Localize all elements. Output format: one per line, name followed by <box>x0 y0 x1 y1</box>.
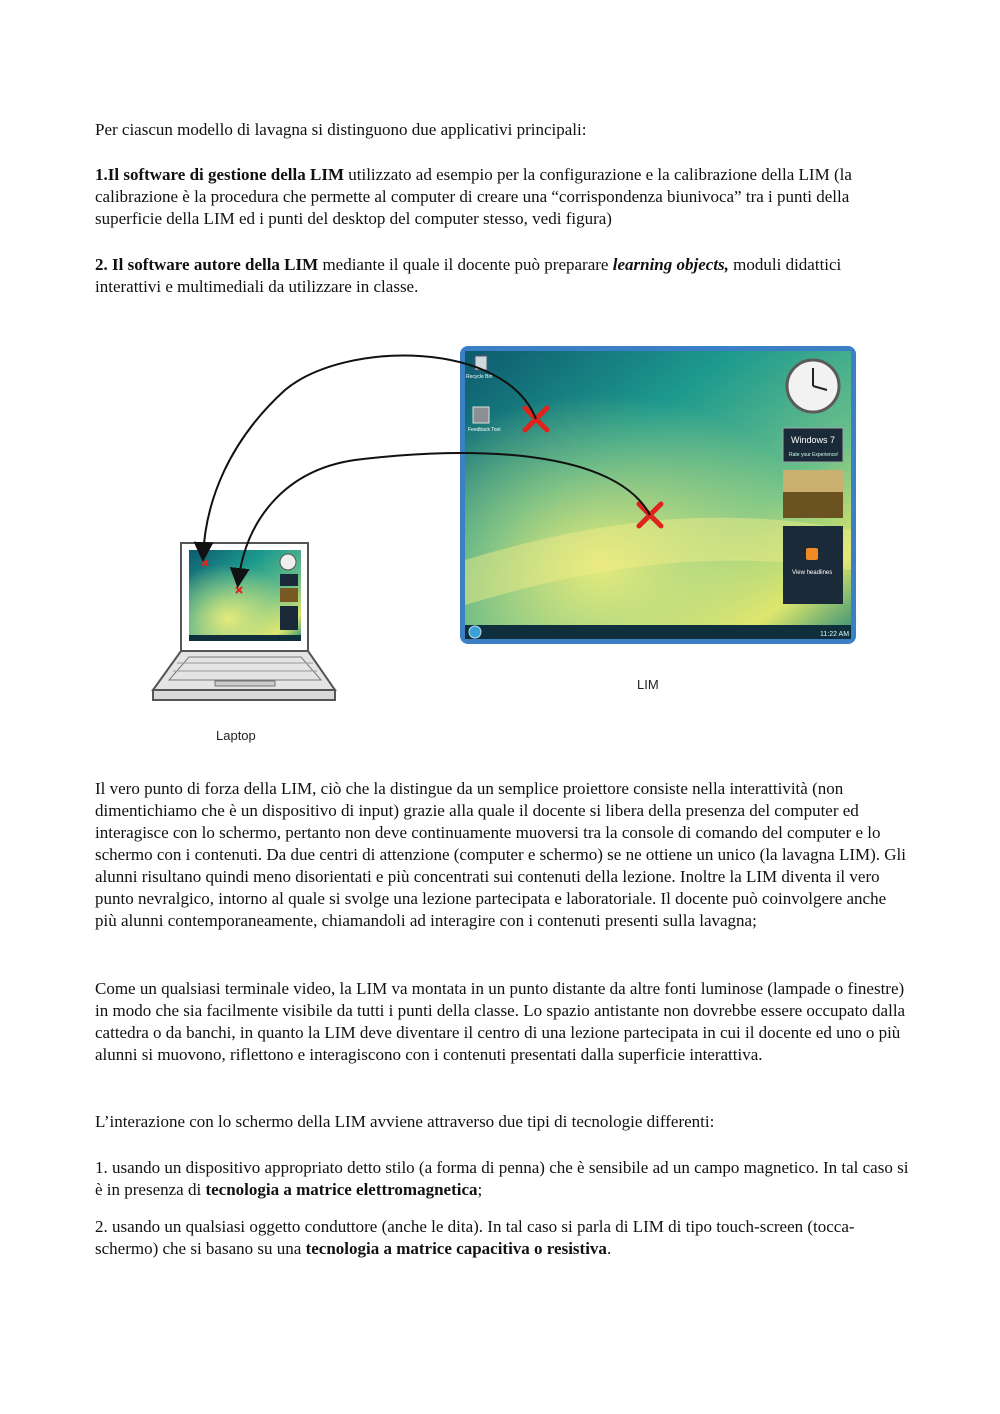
item1-paragraph <box>95 164 910 230</box>
laptop <box>153 543 335 700</box>
forza-paragraph: Il vero punto di forza della LIM, ciò che la distingue da un semplice proiettore consiste nella interattività (non dimentichiamo che è un dispositivo di input) grazie alla quale il docente si libera della presenza del computer ed interagisce con lo schermo, pertanto non deve continuamente muoversi tra la console di comando del computer e lo schermo con i contenuti. Da due centri di attenzione (computer e schermo) se ne ottiene un unico (la lavagna LIM). Gli alunni risultano quindi meno disorientati e più concentrati sui contenuti della lezione. Inoltre la LIM diventa il vero punto nevralgico, intorno al quale si svolge una lezione partecipata e laboratoriale. Il docente può coinvolgere anche più alunni contemporaneamente, chiamandoli ad interagire con i contenuti presenti sulla lavagna; <box>95 779 906 930</box>
intro-paragraph: Per ciascun modello di lavagna si distinguono due applicativi principali: <box>95 120 587 139</box>
feedback-tool-label: Feedback Tool <box>468 427 501 433</box>
tech2-text: 2. usando un qualsiasi oggetto conduttore (anche le dita). In tal caso si parla di LIM di tipo touch-screen (tocca-schermo) che si basano su una <box>95 1217 855 1258</box>
lim-board <box>460 346 856 644</box>
recycle-bin-label: Recycle Bin <box>466 374 493 380</box>
terminale-paragraph: Come un qualsiasi terminale video, la LIM va montata in un punto distante da altre fonti luminose (lampade o finestre) in modo che sia facilmente visibile da tutti i punti della classe. Lo spazio antistante non dovrebbe essere occupato dalla cattedra o da banchi, in quanto la LIM deve diventare il centro di una lezione partecipata in cui il docente ed uno o più alunni si muovono, riflettono e interagiscono con i contenuti presentati dalla superficie interattiva. <box>95 979 906 1064</box>
feed-gadget <box>783 526 843 604</box>
item2-text-b: moduli didattici interattivi e multimediali da utilizzare in classe. <box>95 255 842 296</box>
tech2-term: tecnologia a matrice capacitiva o resistiva <box>305 1239 607 1258</box>
feedback-tool-icon <box>473 407 489 423</box>
tech1-paragraph <box>95 1157 910 1201</box>
laptop-label: Laptop <box>216 728 256 743</box>
lim-taskbar-clock: 11:22 AM <box>820 631 850 638</box>
calibration-figure <box>95 330 905 760</box>
tech1-end: ; <box>477 1180 483 1199</box>
item2-paragraph <box>95 254 910 298</box>
feed-gadget-label: View headlines <box>792 570 833 576</box>
tech1-text: 1. usando un dispositivo appropriato detto stilo (a forma di penna) che è sensibile ad un campo magnetico. In tal caso si è in presenza di <box>95 1158 909 1199</box>
calibration-diagram <box>95 330 905 760</box>
item1-text: utilizzato ad esempio per la configurazione e la calibrazione della LIM (la calibrazione è la procedura che permette al computer di creare una “corrispondenza biunivoca” tra i punti della superficie della LIM ed i punti del desktop del computer stesso, vedi figura) <box>95 165 852 228</box>
tech2-paragraph <box>95 1216 910 1260</box>
item1-title: 1.Il software di gestione della LIM <box>95 165 345 184</box>
windows-gadget-title: Windows 7 <box>791 435 836 445</box>
tech2-end: . <box>606 1239 612 1258</box>
windows-gadget-subtitle: Rate your Experience! <box>789 452 839 458</box>
item2-text-a: mediante il quale il docente può preparare <box>318 255 613 274</box>
item2-title: 2. Il software autore della LIM <box>95 255 319 274</box>
interazione-paragraph: L’interazione con lo schermo della LIM avviene attraverso due tipi di tecnologie differenti: <box>95 1112 715 1131</box>
tech1-term: tecnologia a matrice elettromagnetica <box>205 1180 478 1199</box>
learning-objects-term: learning objects, <box>612 255 729 274</box>
lim-label: LIM <box>637 677 659 692</box>
